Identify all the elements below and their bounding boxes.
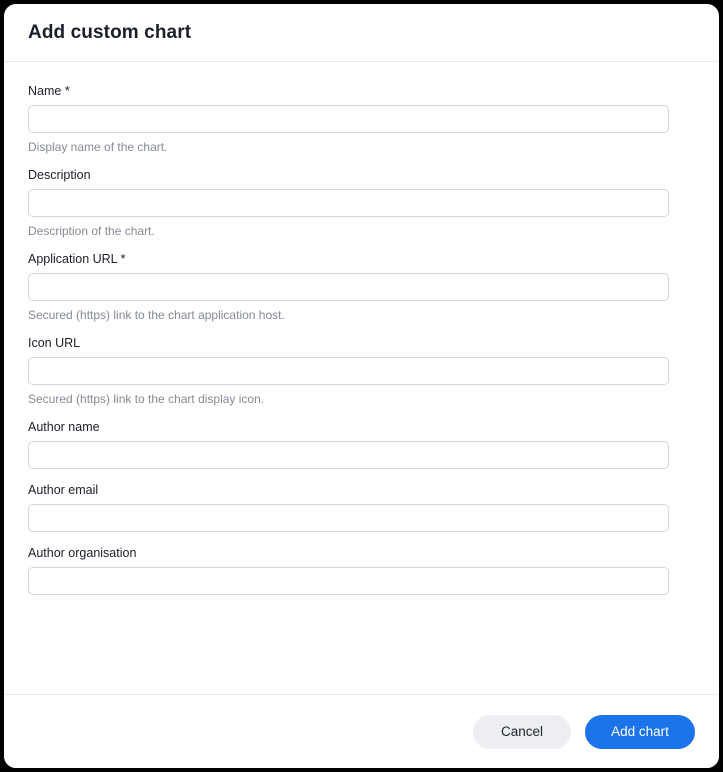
field-label-application-url: Application URL * (28, 252, 126, 266)
field-application-url (28, 252, 695, 322)
dialog-footer (4, 694, 719, 768)
author-organisation-input[interactable] (28, 567, 669, 595)
page-title: Add custom chart (28, 21, 192, 43)
field-author-organisation (28, 546, 695, 595)
author-email-input[interactable] (28, 504, 669, 532)
add-custom-chart-dialog (4, 4, 719, 768)
cancel-button[interactable]: Cancel (473, 715, 571, 749)
dialog-header (4, 4, 719, 62)
field-hint-icon-url: Secured (https) link to the chart display icon. (28, 392, 265, 406)
add-chart-button[interactable]: Add chart (585, 715, 695, 749)
field-name (28, 84, 695, 154)
field-label-icon-url: Icon URL (28, 336, 81, 350)
field-hint-application-url: Secured (https) link to the chart application host. (28, 308, 285, 322)
name-input[interactable] (28, 105, 669, 133)
author-name-input[interactable] (28, 441, 669, 469)
field-label-author-organisation: Author organisation (28, 546, 137, 560)
field-hint-description: Description of the chart. (28, 224, 155, 238)
description-input[interactable] (28, 189, 669, 217)
field-author-name (28, 420, 695, 469)
application-url-input[interactable] (28, 273, 669, 301)
field-hint-name: Display name of the chart. (28, 140, 168, 154)
field-description (28, 168, 695, 238)
field-label-author-name: Author name (28, 420, 100, 434)
icon-url-input[interactable] (28, 357, 669, 385)
field-label-description: Description (28, 168, 91, 182)
field-label-author-email: Author email (28, 483, 99, 497)
field-author-email (28, 483, 695, 532)
field-label-name: Name * (28, 84, 70, 98)
field-icon-url (28, 336, 695, 406)
dialog-body (4, 62, 719, 694)
